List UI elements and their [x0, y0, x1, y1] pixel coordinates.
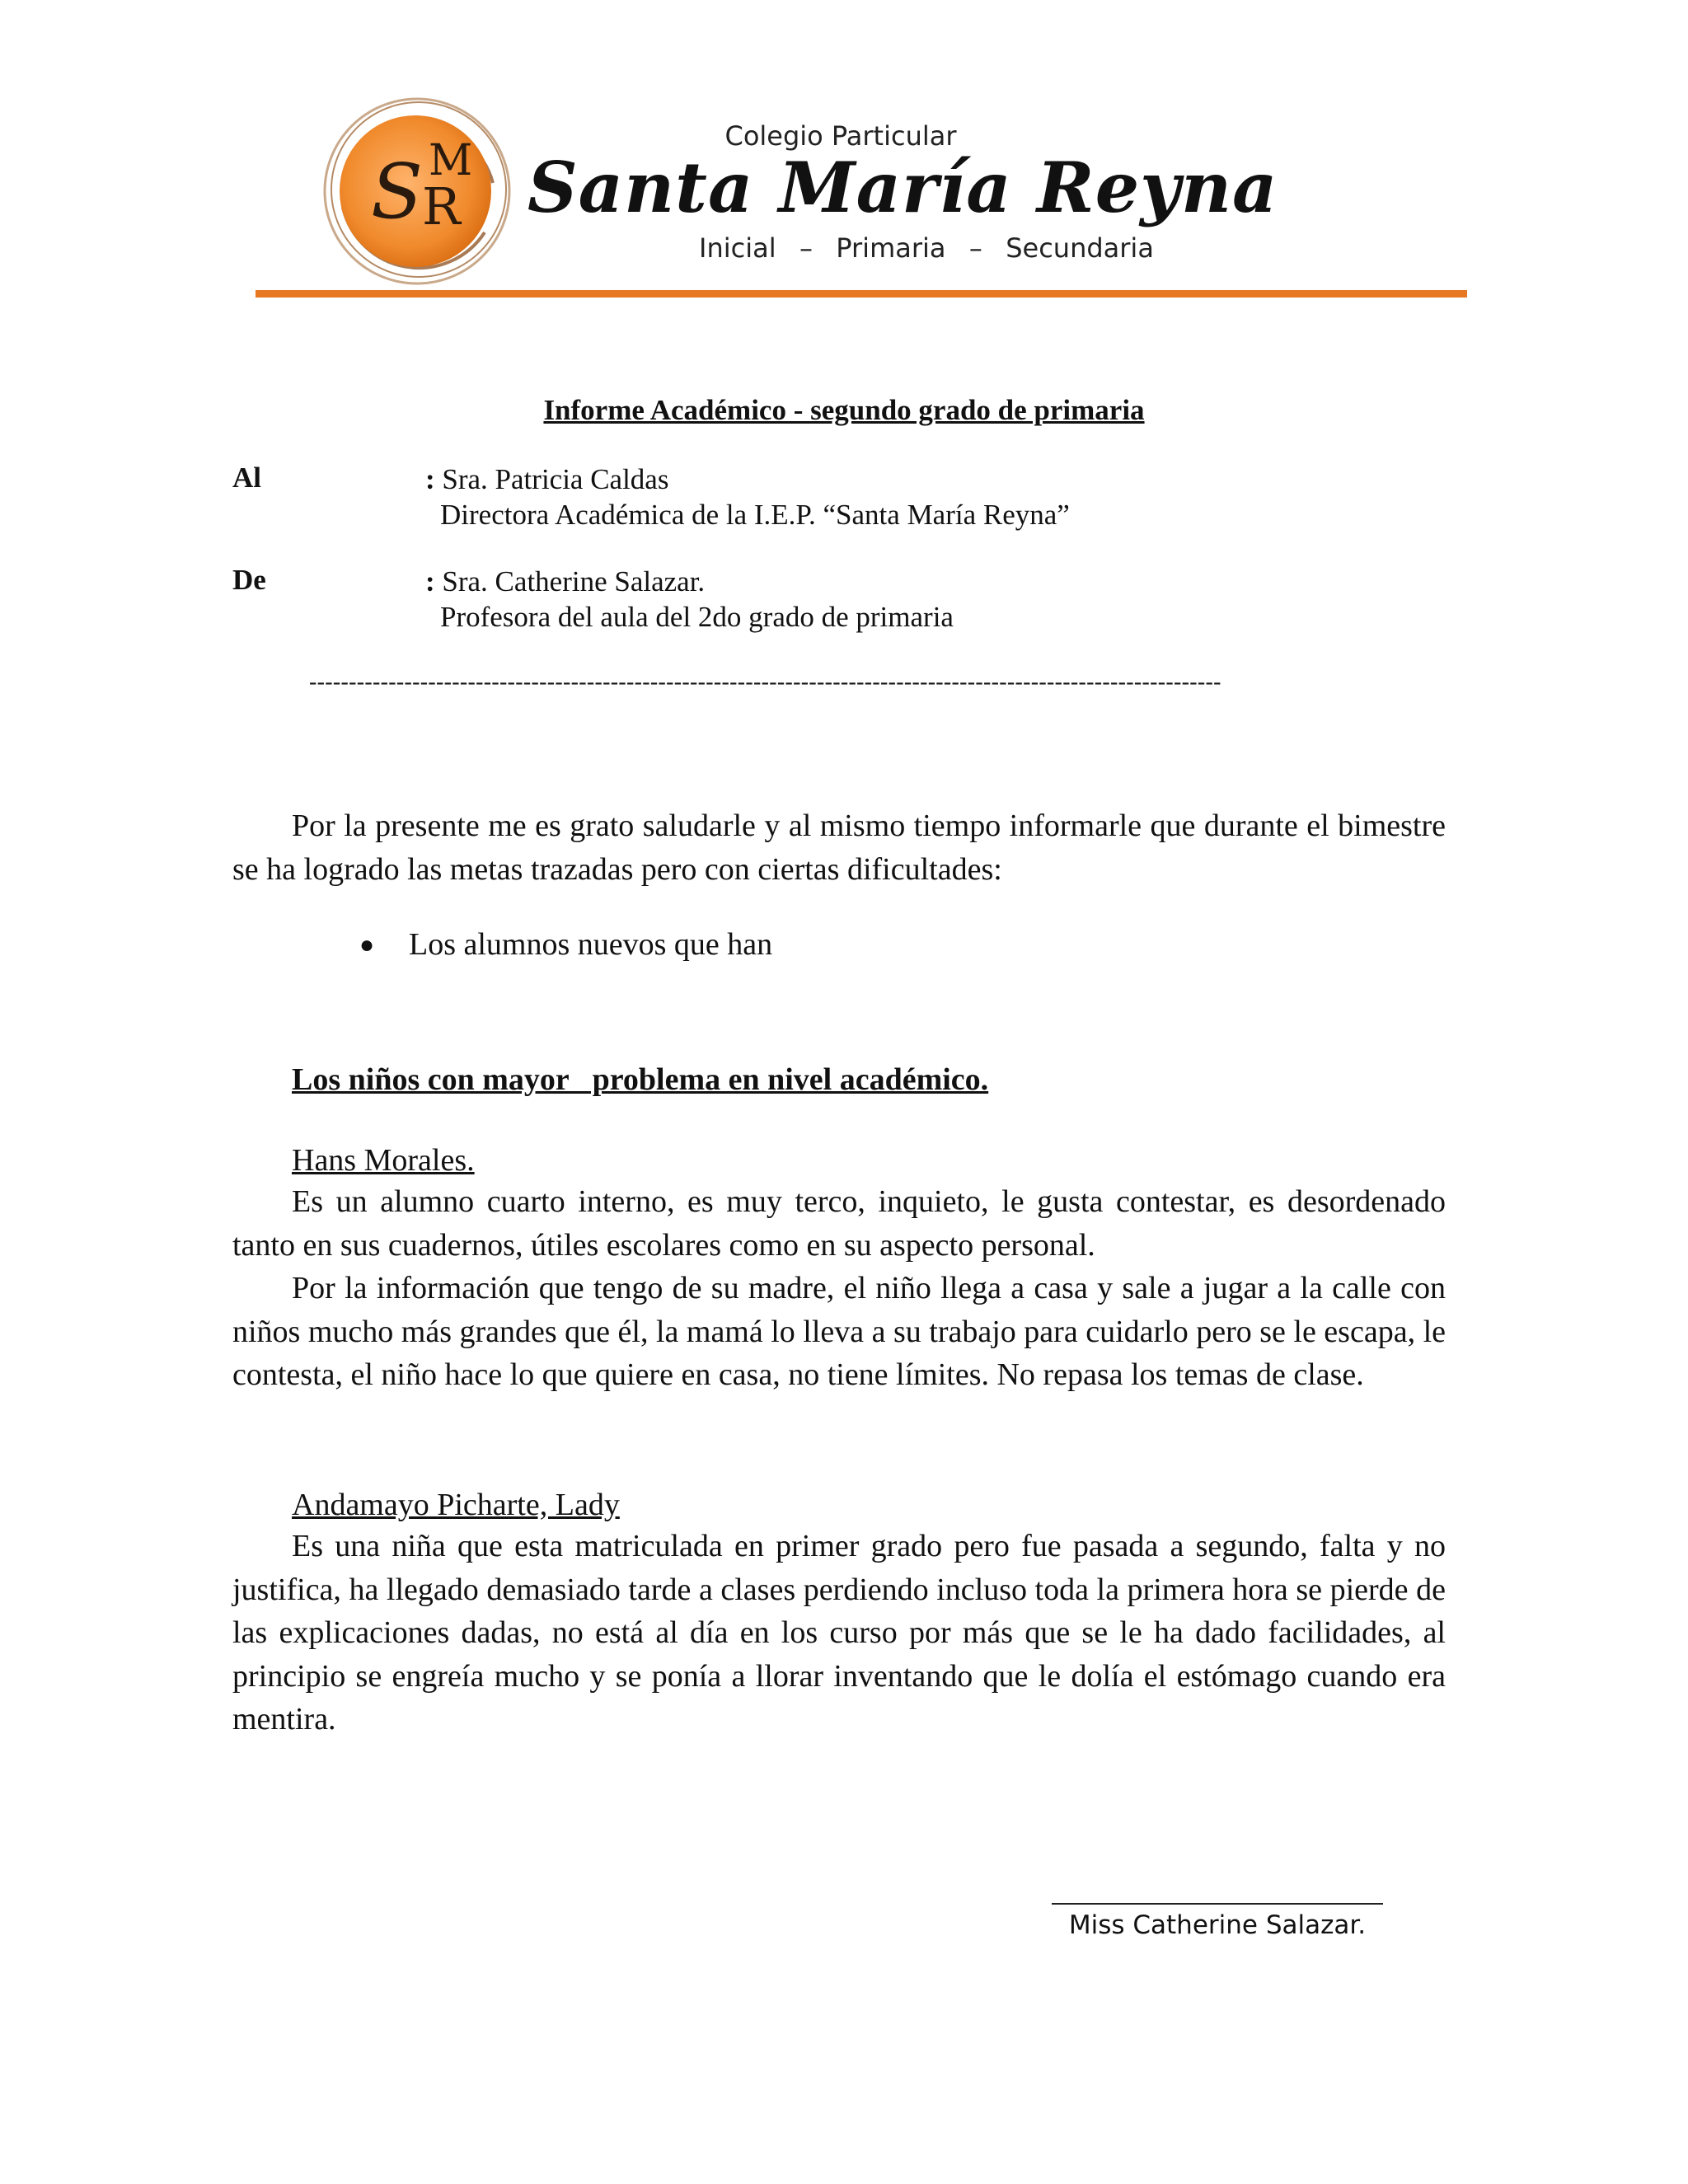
to-field: : Sra. Patricia Caldas Directora Académica de la I.E.P. “Santa María Reyna”	[425, 463, 1070, 531]
svg-text:S: S	[371, 148, 424, 236]
to-name: Sra. Patricia Caldas	[442, 463, 669, 495]
school-levels: Inicial – Primaria – Secundaria	[699, 232, 1154, 264]
section-title: Los niños con mayor problema en nivel académico.	[292, 1062, 989, 1097]
student-paragraph: Por la información que tengo de su madre, el niño llega a casa y sale a jugar a la calle con niños mucho más grandes que él, la mamá lo lleva a su trabajo para cuidarlo pero se le escapa, le contesta, el niño hace lo que quiere en casa, no tiene límites. No repasa los temas de clase.	[232, 1271, 1446, 1392]
student-name: Andamayo Picharte, Lady	[292, 1488, 620, 1522]
separator-line: -------------------------------------------------------------------------------------------------------------------	[309, 669, 1221, 695]
to-label: Al	[232, 462, 261, 494]
school-name: Santa María Reyna	[528, 147, 1278, 228]
from-field: : Sra. Catherine Salazar. Profesora del aula del 2do grado de primaria	[425, 565, 954, 633]
student-name: Hans Morales.	[292, 1143, 475, 1178]
report-title: Informe Académico - segundo grado de primaria	[543, 394, 1145, 426]
svg-text:R: R	[422, 176, 461, 237]
from-label: De	[232, 564, 266, 596]
from-name: Sra. Catherine Salazar.	[442, 565, 706, 598]
intro-paragraph: Por la presente me es grato saludarle y al mismo tiempo informarle que durante el bimestre se ha logrado las metas trazadas pero con ciertas dificultades:	[232, 808, 1446, 887]
student-paragraph: Es una niña que esta matriculada en primer grado pero fue pasada a segundo, falta y no justifica, ha llegado demasiado tarde a clases perdiendo incluso toda la primera hora se pierde de las explicaciones dadas, no está al día en los curso por más que se le ha dado facilidades, al principio se engreía mucho y se ponía a llorar inventando que le dolía el estómago cuando era mentira.	[232, 1529, 1446, 1736]
bullet-item: Los alumnos nuevos que han	[409, 927, 773, 962]
header-rule	[256, 290, 1467, 298]
school-logo	[320, 92, 518, 290]
signature-line	[1052, 1903, 1383, 1905]
student-paragraph: Es un alumno cuarto interno, es muy terco, inquieto, le gusta contestar, es desordenado tanto en sus cuadernos, útiles escolares como en su aspecto personal.	[232, 1184, 1446, 1263]
bullet-icon: ●	[359, 931, 375, 958]
signature-name: Miss Catherine Salazar.	[1068, 1910, 1367, 1940]
from-role: Profesora del aula del 2do grado de primaria	[440, 601, 954, 633]
to-role: Directora Académica de la I.E.P. “Santa María Reyna”	[440, 499, 1070, 531]
school-kind: Colegio Particular	[724, 120, 957, 152]
svg-text:M: M	[429, 136, 473, 185]
